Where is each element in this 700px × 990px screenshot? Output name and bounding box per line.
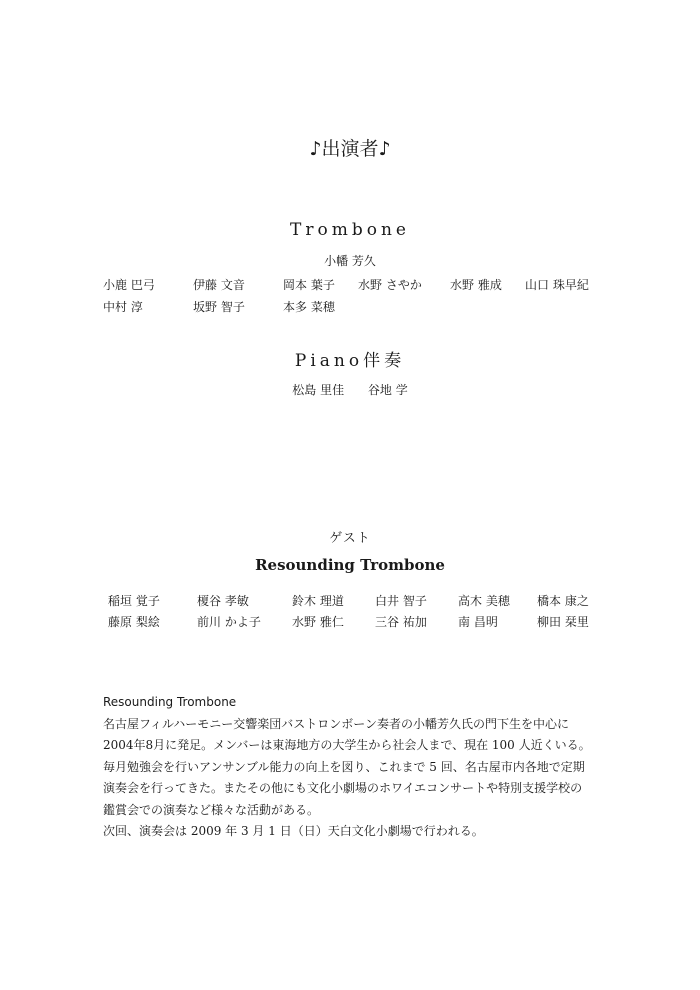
description-line: 2004年8月に発足。メンバーは東海地方の大学生から社会人まで、現在 100 人近くいる。: [103, 738, 591, 752]
member-name: 坂野 智子: [193, 300, 245, 314]
description-heading: Resounding Trombone: [103, 695, 237, 709]
description-line: 次回、演奏会は 2009 年 3 月 1 日（日）天白文化小劇場で行われる。: [103, 824, 484, 838]
member-name: 南 昌明: [458, 615, 498, 629]
member-name: 伊藤 文音: [193, 278, 245, 292]
member-name: 榎谷 孝敏: [197, 594, 249, 608]
member-name: 本多 菜穂: [283, 300, 335, 314]
member-name: 山口 珠早紀: [525, 278, 589, 292]
member-name: 水野 雅仁: [292, 615, 344, 629]
member-name: 稲垣 覚子: [108, 594, 160, 608]
trombone-row-2: [0, 298, 700, 316]
member-name: 前川 かよ子: [197, 615, 261, 629]
group-description: [103, 692, 603, 843]
member-name: 高木 美穂: [458, 594, 510, 608]
member-name: 水野 さやか: [358, 278, 422, 292]
description-line: 名古屋フィルハーモニー交響楽団バストロンボーン奏者の小幡芳久氏の門下生を中心に: [103, 716, 569, 731]
guest-row-2: [0, 613, 700, 631]
member-name: 岡本 葉子: [283, 278, 335, 292]
member-name: 橋本 康之: [537, 594, 589, 608]
piano-name: 松島 里佳: [292, 383, 345, 397]
member-name: 三谷 祐加: [375, 615, 427, 629]
description-line: 鑑賞会での演奏など様々な活動がある。: [103, 802, 320, 817]
trombone-heading: Trombone: [290, 220, 410, 240]
performers-title: ♪出演者♪: [309, 138, 391, 160]
member-name: 柳田 栞里: [537, 615, 589, 629]
piano-names: [0, 381, 700, 398]
guest-heading: ゲスト: [329, 531, 371, 546]
guest-group-name: Resounding Trombone: [255, 556, 445, 574]
trombone-row-1: [0, 276, 700, 294]
member-name: 鈴木 理道: [292, 594, 344, 608]
member-name: 藤原 梨絵: [108, 615, 160, 629]
piano-heading: Piano伴奏: [294, 351, 406, 371]
member-name: 水野 雅成: [450, 278, 502, 292]
member-name: 白井 智子: [375, 594, 427, 608]
member-name: 中村 淳: [103, 300, 143, 314]
description-line: 毎月勉強会を行いアンサンブル能力の向上を図り、これまで 5 回、名古屋市内各地で定期: [103, 759, 585, 774]
description-line: 演奏会を行ってきた。またその他にも文化小劇場のホワイエコンサートや特別支援学校の: [103, 781, 583, 795]
guest-row-1: [0, 592, 700, 610]
piano-name: 谷地 学: [367, 383, 408, 397]
member-name: 小鹿 巴弓: [103, 278, 155, 292]
trombone-leader: 小幡 芳久: [324, 254, 376, 268]
